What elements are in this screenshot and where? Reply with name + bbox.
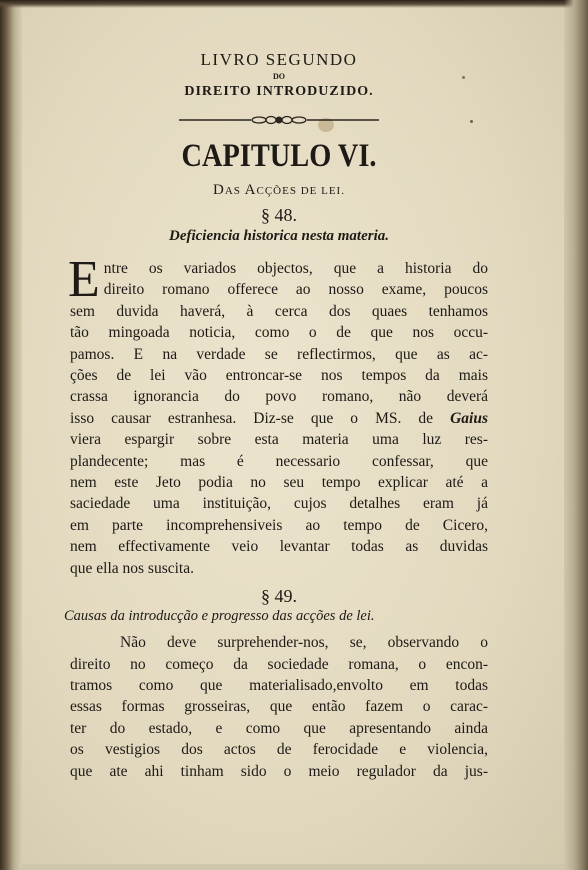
text-line: pamos. E na verdade se reflectirmos, que as ac- [70, 345, 488, 363]
gaius-name: Gaius [450, 409, 488, 427]
book-title-connector: DO [273, 72, 285, 81]
text-line: tão mingoada noticia, como o de que nos occu- [70, 324, 488, 342]
text-line: direito no começo da sociedade romana, o encon- [70, 655, 488, 673]
ornament-divider-icon [179, 115, 379, 125]
text-line: nem este Jeto podia no seu tempo explicar até a [70, 474, 488, 492]
chapter-subtitle: DAS ACÇÕES DE LEI. [213, 182, 345, 198]
section-title: Causas da introducção e progresso das acções de lei. [64, 608, 375, 625]
book-subtitle: DIREITO INTRODUZIDO. [184, 84, 374, 99]
body-paragraph [68, 251, 488, 579]
section-heading-2 [70, 585, 488, 607]
text-line: os vestigios dos actos de ferocidade e violencia, [70, 741, 488, 759]
text-line: plandecente; mas é necessario confessar, que [70, 452, 488, 470]
chapter-title: CAPITULO VI. [181, 138, 377, 174]
text-line: que ella nos suscita. [70, 559, 194, 577]
section-title: Deficiencia historica nesta materia. [169, 228, 389, 244]
chapter-heading [70, 50, 488, 246]
book-binding-top [0, 0, 588, 8]
page-edge-right [564, 0, 588, 870]
page-content [64, 50, 488, 782]
text-line: essas formas grosseiras, que então fazem o carac- [70, 698, 488, 716]
text-line: crassa ignorancia do povo romano, não deverá [70, 388, 488, 406]
text-line: ções de lei vão entroncar-se nos tempos da mais [70, 367, 488, 385]
book-binding-left [0, 0, 22, 870]
text-line: Não deve surprehender-nos, se, observando o [120, 634, 488, 652]
text-line: em parte incomprehensiveis ao tempo de Cicero, [70, 516, 488, 534]
text-line: viera espargir sobre esta materia uma luz res- [70, 431, 488, 449]
text-line: sem duvida haverá, à cerca dos quaes tenhamos [70, 302, 488, 320]
section-number: § 48. [261, 205, 297, 225]
text-line: isso causar estranhesa. Diz-se que o MS. de Gaius [70, 409, 488, 427]
body-paragraph [70, 632, 488, 782]
text-line: saciedade uma instituição, cujos detalhes eram já [70, 495, 488, 513]
section-number: § 49. [261, 586, 297, 607]
text-line: direito romano offerece ao nosso exame, poucos [103, 281, 488, 299]
text-line: que ate ahi tinham sido o meio regulador da jus- [70, 762, 488, 780]
text-line: tramos como que materialisado,envolto em todas [70, 676, 488, 694]
text-line: ter do estado, e como que apresentando ainda [70, 719, 488, 737]
drop-cap: E [68, 251, 100, 308]
text-line: ntre os variados objectos, que a historia do [103, 260, 488, 277]
text-line: nem effectivamente veio levantar todas as duvidas [70, 538, 488, 556]
book-title: LIVRO SEGUNDO [200, 50, 358, 69]
